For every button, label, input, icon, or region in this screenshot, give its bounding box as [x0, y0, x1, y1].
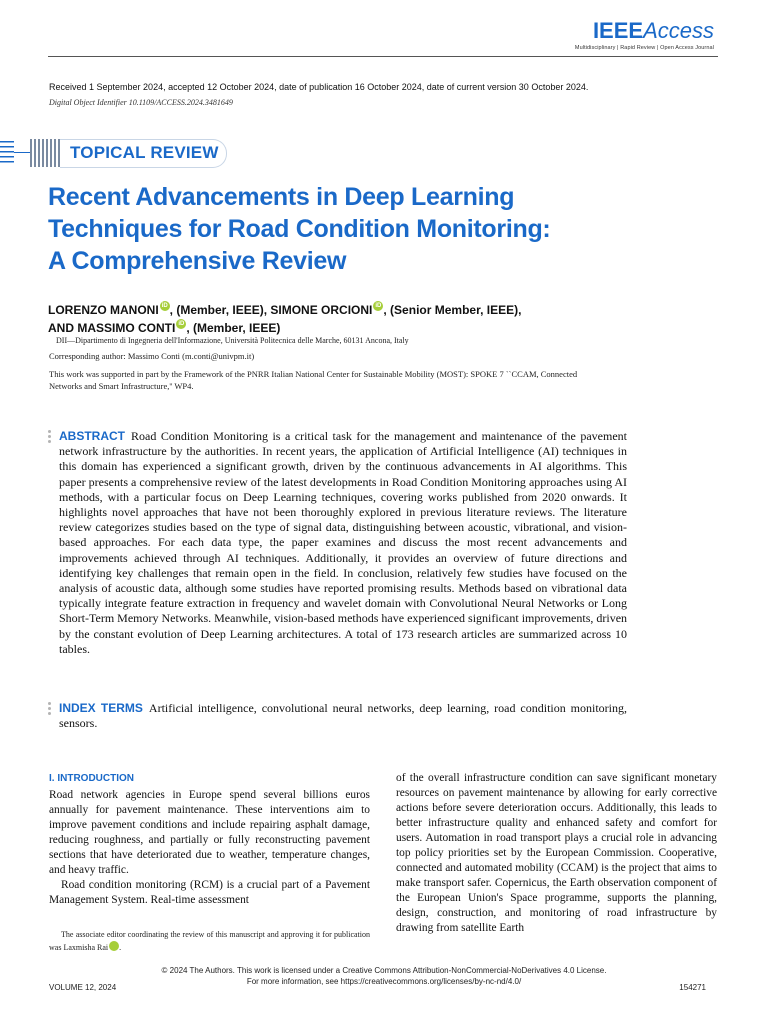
index-terms-text: Artificial intelligence, convolutional neural networks, deep learning, road condition monitoring, sensors. — [59, 701, 627, 731]
orcid-icon[interactable]: iD — [375, 303, 382, 309]
topical-review-badge — [0, 137, 230, 169]
index-dots-icon — [48, 702, 51, 717]
author-2: SIMONE ORCIONI — [270, 303, 373, 317]
badge-label: TOPICAL REVIEW — [70, 143, 219, 162]
editor-footnote — [49, 928, 370, 954]
affiliation: DII—Dipartimento di Ingegneria dell'Informazione, Università Politecnica delle Marche, 60131 Ancona, Italy — [56, 336, 409, 345]
journal-logo — [575, 20, 714, 51]
funding-note: This work was supported in part by the Framework of the PNRR Italian National Center for Sustainable Mobility (MOST): SPOKE 7 ``CCAM, Connected Networks and Smart Infrastructure,'' WP4. — [49, 369, 578, 391]
abstract-label: ABSTRACT — [59, 429, 125, 443]
author-3-role: , (Member, IEEE) — [186, 321, 281, 335]
footnote-end: . — [119, 943, 122, 952]
body-right-column — [396, 771, 717, 936]
logo-tagline: Multidisciplinary | Rapid Review | Open Access Journal — [574, 45, 714, 51]
intro-paragraph-1: Road network agencies in Europe spend several billions euros annually for pavement maintenance. These interventions aim to improve pavement conditions and include repairing asphalt damage, reducing roughness, and partially or fully reconstructing pavement sections that have deteriorated due to weather, temperature changes, and heavy traffic. — [49, 789, 370, 876]
title-line-3: A Comprehensive Review — [48, 247, 347, 275]
logo-ieee: IEEE — [592, 18, 644, 43]
title-line-1: Recent Advancements in Deep Learning — [48, 183, 515, 211]
orcid-icon[interactable]: iD — [178, 321, 185, 327]
corresponding-author: Corresponding author: Massimo Conti (m.conti@univpm.it) — [49, 351, 255, 361]
intro-paragraph-2: Road condition monitoring (RCM) is a crucial part of a Pavement Management System. Real-time assessment — [49, 879, 370, 906]
abstract-dots-icon — [48, 430, 51, 445]
license-link[interactable]: For more information, see https://creativecommons.org/licenses/by-nc-nd/4.0/ — [246, 977, 522, 986]
logo-access: Access — [643, 18, 714, 43]
author-3: AND MASSIMO CONTI — [48, 321, 176, 335]
paper-title — [48, 181, 588, 277]
abstract-text: Road Condition Monitoring is a critical task for the management and maintenance of the pavement network infrastructure by the authorities. In recent years, the application of Artificial Intelligence (AI) techniques in this domain has experienced a significant growth, driven by the continuous advancements in AI algorithms. This paper presents a comprehensive review of the latest developments in Road Condition Monitoring approaches using AI methods, with a particular focus on Deep Learning techniques, covering works published from 2020 onwards. It highlights novel approaches that have not been thoroughly explored in previous literature reviews. The literature review categorizes studies based on the type of signal data, distinguishing between acoustic, vibrational, and vision-based approaches. For each data type, the paper examines and discuss the most recent advancements and improvements achieved through AI techniques. Additionally, it provides an overview of future directions and identifying key challenges that remain open in the field. In conclusion, relatively few studies have focused on the analysis of acoustic data, although some studies have reported promising results. Methods based on vibrational data typically integrate feature extraction in frequency and wavelet domain with Convolutional Neural Networks or Long Short-Term Memory Networks. Meanwhile, vision-based methods have experienced significant improvements, driven by the constant evolution of Deep Learning architectures. A total of 173 research articles are summarized across 10 tables. — [59, 429, 628, 656]
author-1: LORENZO MANONI — [48, 303, 159, 317]
orcid-icon[interactable]: iD — [161, 303, 168, 309]
body-left-column — [49, 771, 370, 908]
orcid-icon[interactable]: iD — [109, 941, 119, 951]
abstract — [59, 429, 627, 657]
author-1-role: , (Member, IEEE), — [169, 303, 271, 317]
badge-stripes-icon — [0, 137, 66, 169]
license-line-1: © 2024 The Authors. This work is licensed under a Creative Commons Attribution-NonCommercial-NoDerivatives 4.0 License. — [161, 966, 607, 975]
volume-label: VOLUME 12, 2024 — [49, 983, 117, 992]
section-heading: I. INTRODUCTION — [49, 773, 134, 784]
index-terms-label: INDEX TERMS — [59, 701, 143, 715]
intro-paragraph-3: of the overall infrastructure condition can save significant monetary resources on pavement maintenance by allowing for early corrective actions before severe deterioration occurs. Additionally, this leads to better infrastructure quality and enhanced safety and comfort for users. Automation in road transport plays a crucial role in advancing top policy priorities set by the European Commission. Cooperative, connected and automated mobility (CCAM) is the project that aims to make transport safer. Copernicus, the Earth observation component of the European Union's Space programme, supports the planning, design, construction, and monitoring of road infrastructure by drawing from satellite Earth — [396, 772, 717, 934]
author-list — [48, 301, 648, 337]
header-rule — [48, 56, 718, 57]
title-line-2: Techniques for Road Condition Monitoring: — [48, 215, 551, 243]
index-terms — [59, 701, 627, 731]
footnote-text: The associate editor coordinating the review of this manuscript and approving it for publication was Laxmisha Rai — [49, 930, 370, 952]
doi: Digital Object Identifier 10.1109/ACCESS.2024.3481649 — [49, 98, 233, 107]
received-dates: Received 1 September 2024, accepted 12 October 2024, date of publication 16 October 2024, date of current version 30 October 2024. — [49, 82, 589, 92]
author-2-role: , (Senior Member, IEEE), — [383, 303, 522, 317]
page-number: 154271 — [679, 983, 706, 992]
